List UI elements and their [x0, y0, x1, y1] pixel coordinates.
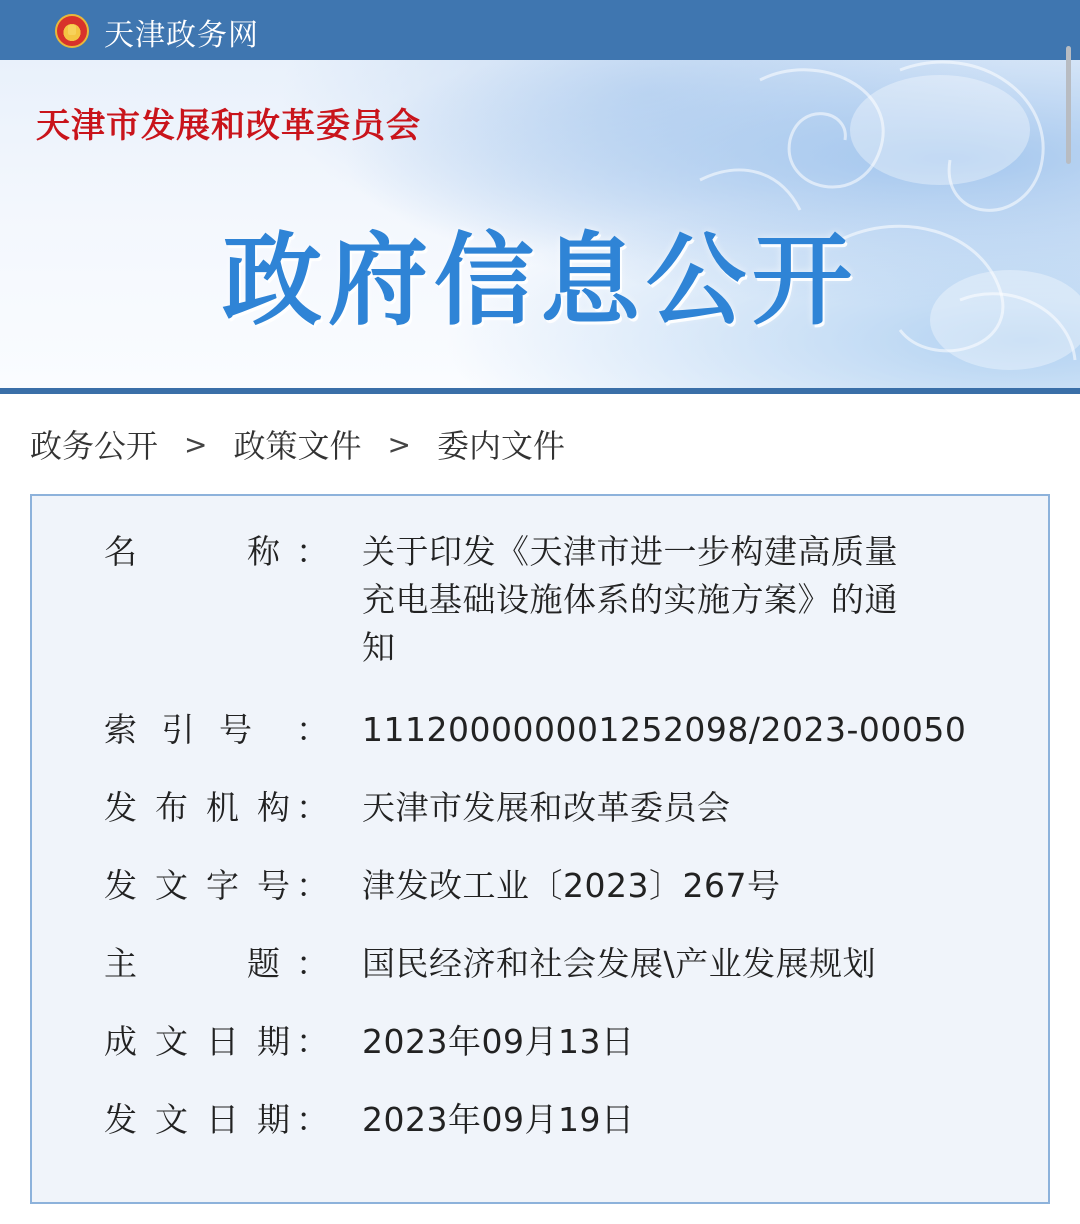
- info-value-publisher: 天津市发展和改革委员会: [362, 788, 731, 827]
- info-row-index-no: [104, 706, 1002, 754]
- breadcrumb-item-policy-docs[interactable]: 政策文件: [233, 427, 362, 465]
- info-row-name: [104, 528, 922, 672]
- breadcrumb-separator: >: [387, 427, 411, 461]
- document-info-panel: [30, 494, 1050, 1204]
- org-title: 天津市发展和改革委员会: [36, 106, 421, 146]
- info-label: 发 布 机 构 ：: [104, 788, 329, 827]
- info-row-doc-no: [104, 862, 942, 910]
- breadcrumb-item-gov-affairs[interactable]: 政务公开: [30, 427, 159, 465]
- info-value-index-no: 111200000001252098/2023-00050: [362, 710, 967, 749]
- info-row-issue-date: [104, 1096, 942, 1144]
- breadcrumb: [30, 420, 565, 468]
- info-label: 索 引 号 ：: [104, 710, 329, 749]
- scrollbar-thumb[interactable]: [1066, 46, 1071, 164]
- info-label: 名 称 ：: [104, 532, 329, 571]
- site-name[interactable]: 天津政务网: [104, 18, 259, 53]
- info-value-doc-no: 津发改工业〔2023〕267号: [362, 866, 781, 905]
- banner-divider: [0, 388, 1080, 394]
- info-value-topic: 国民经济和社会发展\产业发展规划: [362, 944, 877, 983]
- info-value-issue-date: 2023年09月19日: [362, 1100, 635, 1139]
- info-label: 发 文 字 号 ：: [104, 866, 329, 905]
- breadcrumb-item-internal-docs[interactable]: 委内文件: [436, 427, 565, 465]
- breadcrumb-separator: >: [184, 427, 208, 461]
- banner: [0, 60, 1080, 390]
- info-row-topic: [104, 940, 942, 988]
- banner-heading: 政府信息公开: [222, 222, 858, 339]
- info-value-written-date: 2023年09月13日: [362, 1022, 635, 1061]
- info-value-name: 关于印发《天津市进一步构建高质量充电基础设施体系的实施方案》的通知: [362, 532, 898, 667]
- info-label: 主 题 ：: [104, 944, 329, 983]
- info-label: 发 文 日 期 ：: [104, 1100, 329, 1139]
- top-bar: [0, 0, 1080, 60]
- info-label: 成 文 日 期 ：: [104, 1022, 329, 1061]
- national-emblem-icon: [55, 14, 89, 48]
- info-row-publisher: [104, 784, 942, 832]
- info-row-written-date: [104, 1018, 942, 1066]
